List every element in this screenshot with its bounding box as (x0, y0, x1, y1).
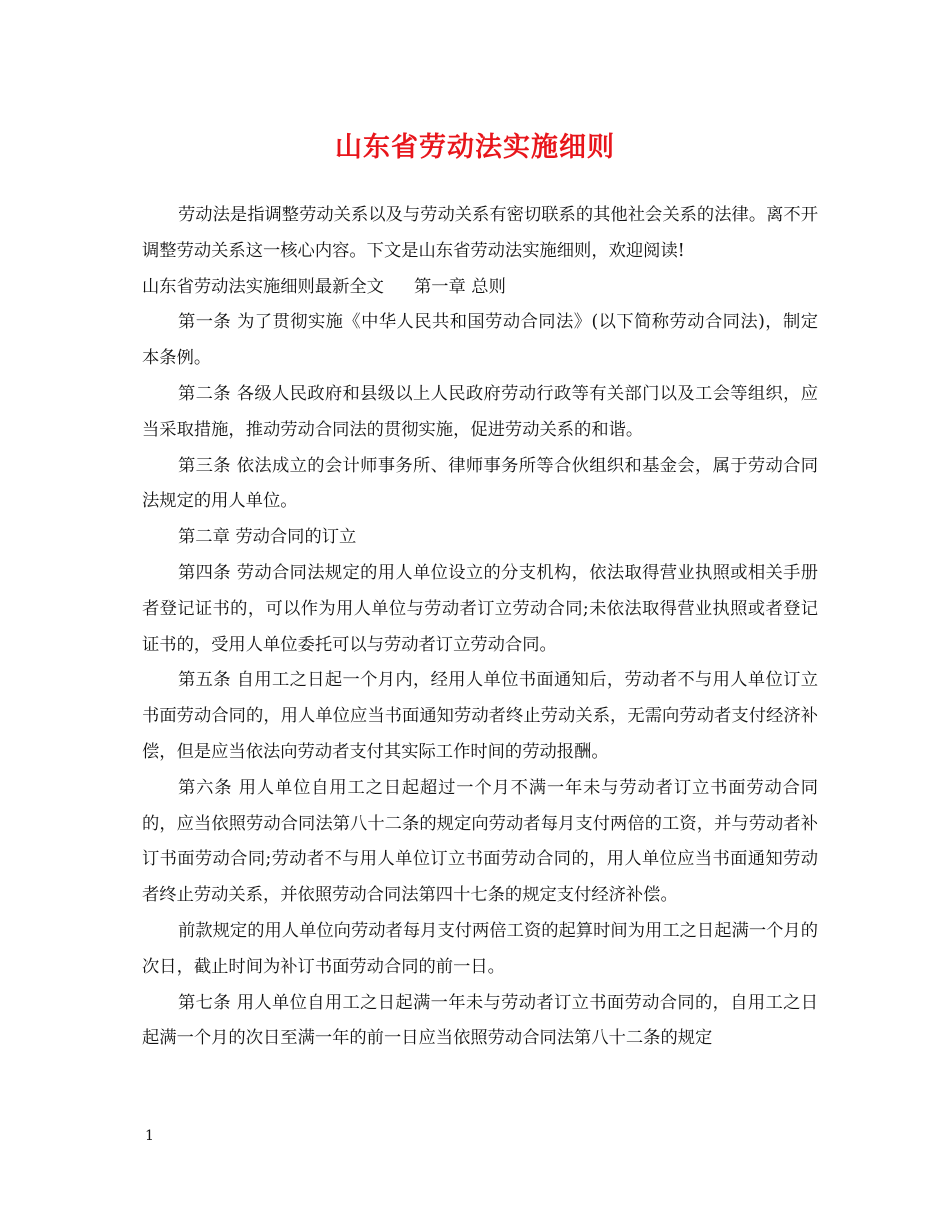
document-title: 山东省劳动法实施细则 (335, 132, 615, 163)
full-text-heading: 山东省劳动法实施细则最新全文 (142, 276, 384, 297)
document-body (142, 198, 818, 1057)
page-number: 1 (145, 1128, 154, 1144)
heading-line (142, 270, 818, 306)
intro-paragraph: 劳动法是指调整劳动关系以及与劳动关系有密切联系的其他社会关系的法律。离不开调整劳动关系这一核心内容。下文是山东省劳动法实施细则，欢迎阅读! (142, 205, 818, 261)
article-4: 第四条 劳动合同法规定的用人单位设立的分支机构，依法取得营业执照或相关手册者登记证书的，可以作为用人单位与劳动者订立劳动合同;未依法取得营业执照或者登记证书的，受用人单位委托可以与劳动者订立劳动合同。 (142, 562, 818, 655)
chapter-two-heading: 第二章 劳动合同的订立 (178, 527, 357, 548)
article-2: 第二条 各级人民政府和县级以上人民政府劳动行政等有关部门以及工会等组织，应当采取措施，推动劳动合同法的贯彻实施，促进劳动关系的和谐。 (142, 383, 818, 440)
article-3: 第三条 依法成立的会计师事务所、律师事务所等合伙组织和基金会，属于劳动合同法规定的用人单位。 (142, 455, 818, 512)
article-5: 第五条 自用工之日起一个月内，经用人单位书面通知后，劳动者不与用人单位订立书面劳动合同的，用人单位应当书面通知劳动者终止劳动关系，无需向劳动者支付经济补偿，但是应当依法向劳动者支付其实际工作时间的劳动报酬。 (142, 670, 818, 762)
article-6: 第六条 用人单位自用工之日起超过一个月不满一年未与劳动者订立书面劳动合同的，应当依照劳动合同法第八十二条的规定向劳动者每月支付两倍的工资，并与劳动者补订书面劳动合同;劳动者不与用人单位订立书面劳动合同的，用人单位应当书面通知劳动者终止劳动关系，并依照劳动合同法第四十七条的规定支付经济补偿。 (142, 777, 818, 906)
article-6-paragraph-2: 前款规定的用人单位向劳动者每月支付两倍工资的起算时间为用工之日起满一个月的次日，截止时间为补订书面劳动合同的前一日。 (142, 920, 818, 977)
article-7: 第七条 用人单位自用工之日起满一年未与劳动者订立书面劳动合同的，自用工之日起满一个月的次日至满一年的前一日应当依照劳动合同法第八十二条的规定 (142, 992, 818, 1049)
article-1: 第一条 为了贯彻实施《中华人民共和国劳动合同法》(以下简称劳动合同法)，制定本条例。 (142, 312, 818, 369)
chapter-one-heading: 第一章 总则 (413, 276, 506, 297)
